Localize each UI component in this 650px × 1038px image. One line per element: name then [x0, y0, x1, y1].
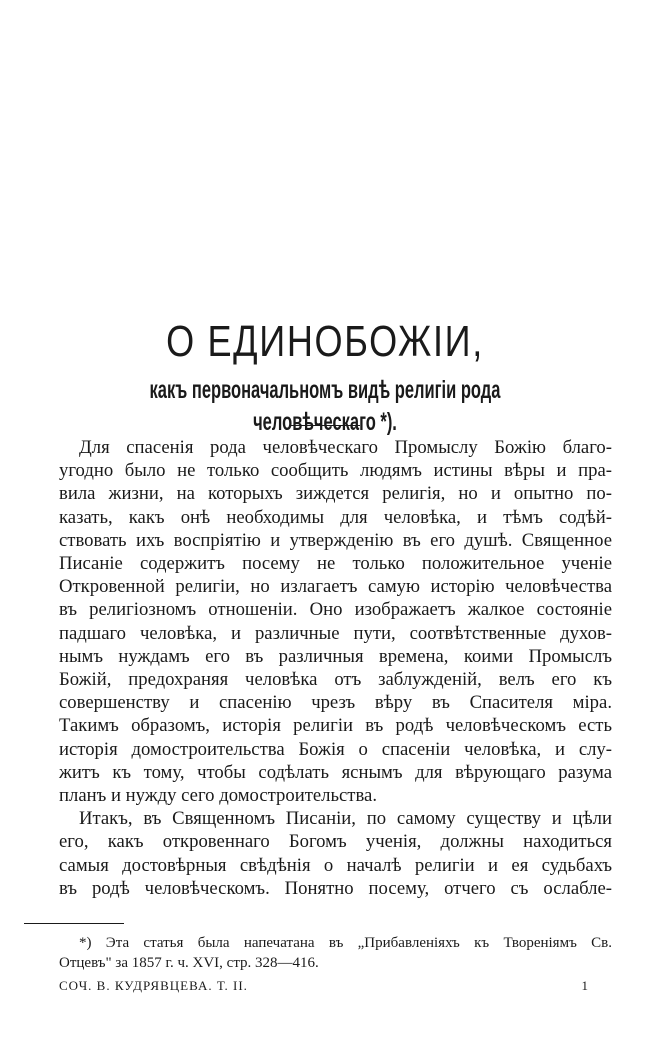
text-line: Откровенной религіи, но излагаетъ самую исторію человѣчества: [59, 576, 612, 598]
text-line: Такимъ образомъ, исторія религіи въ родѣ человѣческомъ есть: [59, 715, 612, 737]
sheet-number: 1: [581, 978, 589, 993]
article-subtitle: какъ первоначальномъ видѣ религіи рода человѣческаго *).: [149, 376, 501, 436]
footnote-line: *) Эта статья была напечатана въ „Прибавленіяхъ къ Твореніямъ Св.: [79, 935, 612, 951]
article-title: О ЕДИНОБОЖІИ,: [166, 317, 484, 366]
text-line: въ родѣ человѣческомъ. Понятно посему, отчего съ ослабле-: [59, 877, 612, 899]
footnote: [59, 933, 612, 973]
footnote-divider: [24, 923, 124, 924]
footnote-line: Отцевъ" за 1857 г. ч. XVI, стр. 328—416.: [59, 955, 319, 971]
title-divider: [291, 425, 360, 426]
page-footer: [59, 978, 589, 994]
text-line: исторія домостроительства Божія о спасеніи человѣка, и слу-: [59, 738, 612, 760]
text-line: падшаго человѣка, и различные пути, соотвѣтственные духов-: [59, 622, 612, 644]
paragraph-2: [59, 807, 612, 900]
text-line: Писаніе содержитъ посему не только положительное ученіе: [59, 553, 612, 575]
text-line: ствовать ихъ воспріятію и утвержденію въ его душѣ. Священное: [59, 529, 612, 551]
text-line: Божій, предохраняя человѣка отъ заблужденій, велъ его къ: [59, 669, 612, 691]
text-line: Итакъ, въ Священномъ Писаніи, по самому существу и цѣли: [79, 808, 612, 830]
text-line: угодно было не только сообщить людямъ истины вѣры и пра-: [59, 460, 612, 482]
text-line: въ религіозномъ отношеніи. Оно изображаетъ жалкое состояніе: [59, 599, 612, 621]
paragraph-1: [59, 436, 612, 807]
text-line: вила жизни, на которыхъ зиждется религія, но и опытно по-: [59, 483, 612, 505]
signature-mark: СОЧ. В. КУДРЯВЦЕВА. Т. II.: [59, 978, 248, 993]
text-line: планъ и нужду сего домостроительства.: [59, 785, 378, 807]
body-text: [59, 436, 612, 900]
text-line: Для спасенія рода человѣческаго Промыслу Божію благо-: [79, 437, 612, 458]
text-line: самыя достовѣрныя свѣдѣнія о началѣ религіи и ея судьбахъ: [59, 854, 612, 876]
text-line: житъ къ тому, чтобы содѣлать яснымъ для вѣрующаго разума: [59, 761, 612, 783]
text-line: его, какъ откровеннаго Богомъ ученія, должны находиться: [59, 831, 612, 853]
text-line: нымъ нуждамъ его въ различныя времена, коими Промыслъ: [59, 645, 612, 667]
text-line: совершенству и спасенію чрезъ вѣру въ Спасителя міра.: [59, 692, 612, 714]
text-line: казать, какъ онѣ необходимы для человѣка, и тѣмъ содѣй-: [59, 506, 612, 528]
